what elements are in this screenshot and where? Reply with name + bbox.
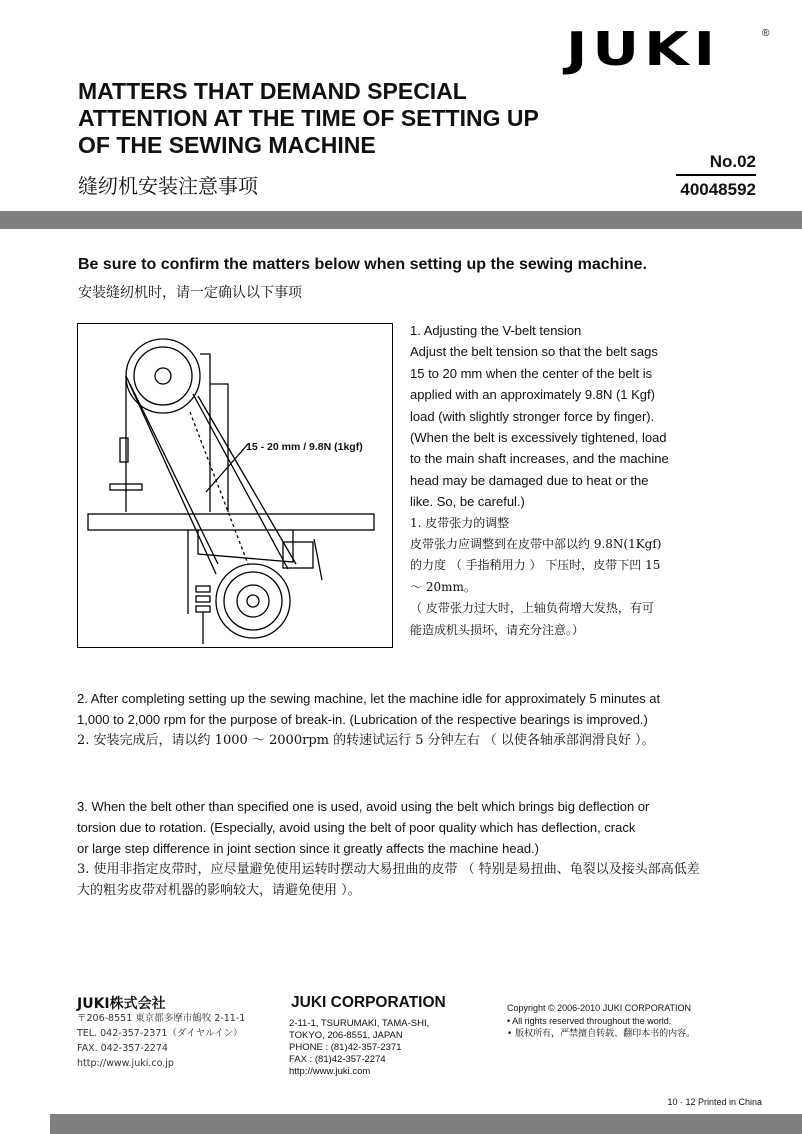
footer-corp-address: [289, 1018, 429, 1078]
belt-diagram: [78, 324, 392, 647]
page-title-chinese: 缝纫机安装注意事项: [78, 174, 258, 198]
footer-jp-address: [77, 1011, 245, 1071]
footer-jp-company: JUKI株式会社: [77, 996, 166, 1012]
title-line: MATTERS THAT DEMAND SPECIAL: [78, 78, 467, 104]
section-1-line: Adjust the belt tension so that the belt sags: [410, 344, 658, 360]
footer-corp-name: JUKI CORPORATION: [291, 994, 446, 1011]
section-1-cn-line: 的力度 （ 手指稍用力 ） 下压时，皮带下凹 15: [410, 558, 661, 573]
doc-number: No.02: [676, 152, 756, 176]
footer-jp-line: FAX. 042-357-2274: [77, 1043, 168, 1054]
section-2-line: 1,000 to 2,000 rpm for the purpose of break-in. (Lubrication of the respective bearings is improved.): [77, 712, 648, 727]
copyright-line: • All rights reserved throughout the world.: [507, 1016, 672, 1026]
footer-corp-line: http://www.juki.com: [289, 1066, 371, 1077]
page-title: [78, 78, 539, 159]
section-3-line: torsion due to rotation. (Especially, avoid using the belt of poor quality which has deflection, crack: [77, 820, 636, 835]
footer-jp-line: http://www.juki.co.jp: [77, 1058, 174, 1069]
section-2: [77, 688, 660, 751]
section-1-cn-line: 1. 皮带张力的调整: [410, 515, 510, 530]
title-line: OF THE SEWING MACHINE: [78, 132, 376, 158]
footer-copyright: [507, 1002, 695, 1041]
section-1-line: load (with slightly stronger force by finger).: [410, 408, 655, 424]
section-3-cn-line: 3. 使用非指定皮带时，应尽量避免使用运转时摆动大易扭曲的皮带 （ 特别是易扭曲、龟裂以及接头部高低差: [77, 862, 700, 877]
section-2-cn: 2. 安装完成后，请以约 1000 ～ 2000rpm 的转速试运行 5 分钟左右 （ 以使各轴承部润滑良好 ）。: [77, 733, 655, 748]
footer-corp-line: TOKYO, 206-8551, JAPAN: [289, 1030, 403, 1041]
section-1: [410, 320, 669, 641]
section-1-line: to the main shaft increases, and the machine: [410, 451, 669, 467]
section-3: [77, 796, 700, 901]
section-1-line: like. So, be careful.): [410, 494, 525, 510]
section-1-line: 1. Adjusting the V-belt tension: [410, 323, 582, 338]
footer-band: [50, 1114, 802, 1134]
section-3-line: 3. When the belt other than specified one is used, avoid using the belt which brings big deflection or: [77, 799, 650, 814]
section-2-line: 2. After completing setting up the sewing machine, let the machine idle for approximately 5 minutes at: [77, 691, 661, 706]
doc-code: 40048592: [680, 180, 756, 199]
section-3-cn-line: 大的粗劣皮带对机器的影响较大，请避免使用 ）。: [77, 883, 361, 898]
header-band: [0, 211, 802, 229]
registered-mark: ®: [762, 28, 770, 39]
document-number-block: [676, 152, 756, 200]
lead-text-chinese: 安装缝纫机时，请一定确认以下事项: [78, 285, 302, 301]
title-line: ATTENTION AT THE TIME OF SETTING UP: [78, 105, 539, 131]
footer-corp-line: FAX : (81)42-357-2274: [289, 1054, 386, 1065]
section-1-cn-line: 能造成机头损坏，请充分注意。）: [410, 622, 585, 637]
copyright-line: Copyright © 2006-2010 JUKI CORPORATION: [507, 1003, 692, 1013]
footer-jp-line: 〒206-8551 東京都多摩市鶴牧 2-11-1: [77, 1013, 246, 1024]
section-1-line: 15 to 20 mm when the center of the belt is: [410, 365, 653, 381]
footer-corp-line: PHONE : (81)42-357-2371: [289, 1042, 402, 1053]
copyright-line: • 版权所有，严禁擅自转载、翻印本书的内容。: [507, 1029, 696, 1039]
figure-callout: 15 - 20 mm / 9.8N (1kgf): [246, 441, 363, 453]
section-1-line: head may be damaged due to heat or the: [410, 472, 649, 488]
belt-tension-figure: [77, 323, 393, 648]
section-1-line: applied with an approximately 9.8N (1 Kgf): [410, 387, 655, 403]
printed-note: 10 · 12 Printed in China: [667, 1097, 762, 1107]
section-3-line: or large step difference in joint section since it greatly affects the machine head.): [77, 841, 540, 856]
section-1-cn-line: （ 皮带张力过大时，上轴负荷增大发热，有可: [410, 601, 654, 616]
section-1-cn-line: ～ 20mm。: [410, 579, 476, 594]
lead-text: Be sure to confirm the matters below when setting up the sewing machine.: [78, 256, 647, 273]
juki-logo: JUKI: [566, 22, 721, 76]
footer-jp-line: TEL. 042-357-2371（ダイヤルイン）: [77, 1028, 243, 1039]
section-1-line: (When the belt is excessively tightened, load: [410, 430, 667, 446]
footer-corp-line: 2-11-1, TSURUMAKI, TAMA-SHI,: [289, 1018, 430, 1029]
section-1-cn-line: 皮带张力应调整到在皮带中部以约 9.8N(1Kgf): [410, 537, 662, 552]
